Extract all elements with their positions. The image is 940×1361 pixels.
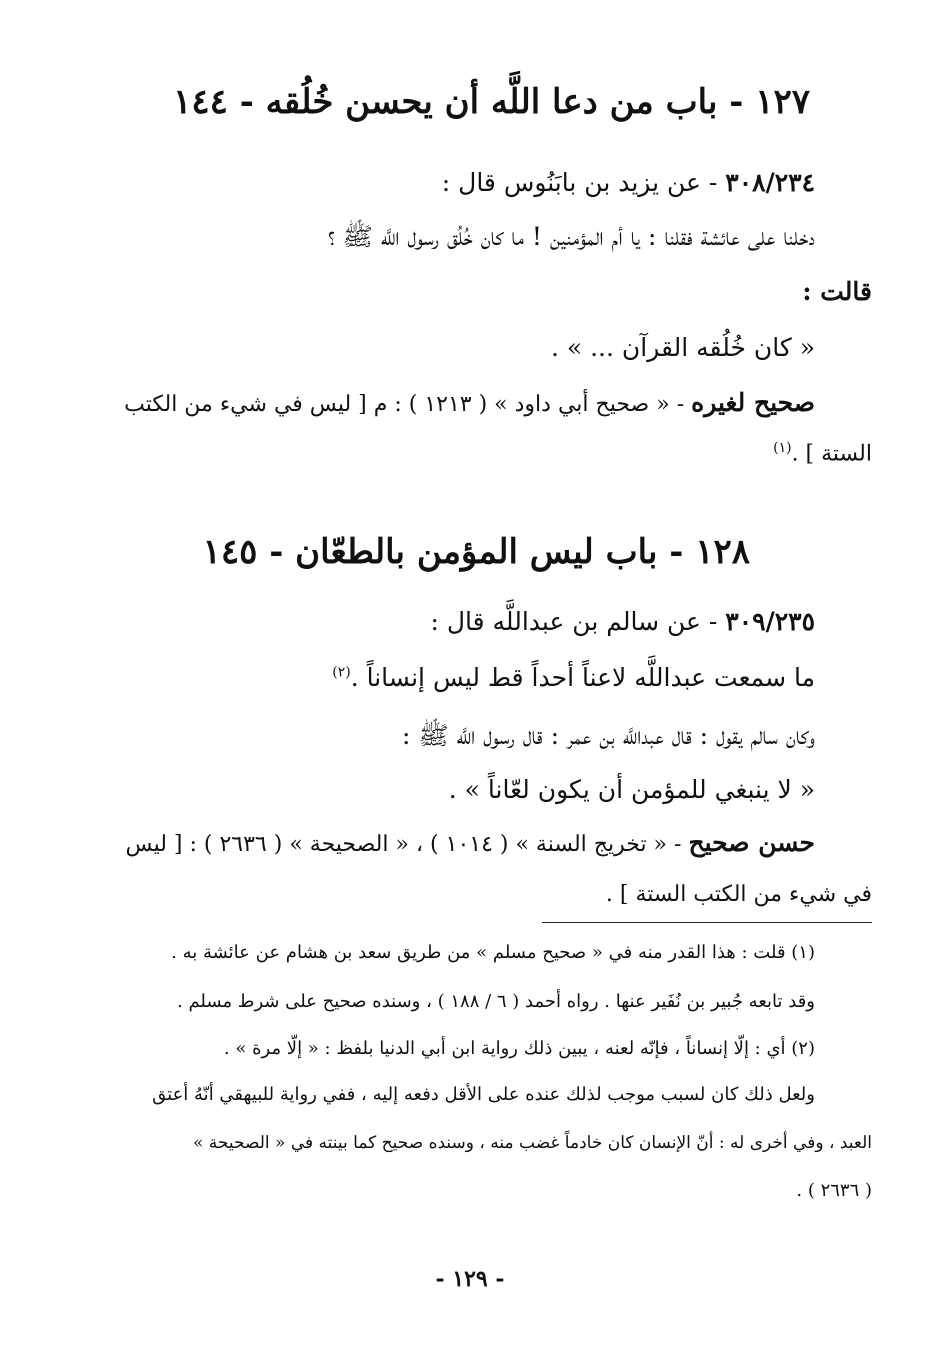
footnote-1-line-1: (١) قلت : هذا القدر منه في « صحيح مسلم » من طريق سعد بن هشام عن عائشة به . <box>171 942 815 963</box>
isnad-text: - عن سالم بن عبداللَّه قال : <box>430 607 726 636</box>
grade-label: صحيح لغيره <box>691 388 815 417</box>
chapter-127-heading: ١٢٧ - باب من دعا اللَّه أن يحسن خُلُقه - ١٤٤ <box>173 82 810 122</box>
hadith-234-isnad <box>442 168 815 197</box>
hadith-235-grading <box>126 828 815 857</box>
hadith-235-quote: « لا ينبغي للمؤمن أن يكون لعّاناً » . <box>448 775 815 804</box>
grade-source: - « صحيح أبي داود » ( ١٢١٣ ) : م [ ليس في شيء من الكتب <box>124 392 692 417</box>
footnote-divider <box>542 922 872 923</box>
hadith-234-grading-cont <box>773 440 872 466</box>
footnote-ref-2: (٢) <box>332 664 351 681</box>
grade-label: حسن صحيح <box>688 828 815 857</box>
hadith-235-text <box>332 663 815 692</box>
footnote-1-line-2: وقد تابعه جُبير بن نُفَير عنها . رواه أحمد ( ٦ / ١٨٨ ) ، وسنده صحيح على شرط مسلم . <box>177 991 815 1012</box>
footnote-ref-1: (١) <box>773 440 792 456</box>
page-number: - ١٢٩ - <box>435 1266 505 1292</box>
hadith-234-quote: « كان خُلُقه القرآن ... » . <box>550 333 815 362</box>
footnote-2-line-4: ( ٢٦٣٦ ) . <box>796 1180 872 1201</box>
footnote-2-line-1: (٢) أي : إلّا إنساناً ، فإنّه لعنه ، يبين ذلك رواية ابن أبي الدنيا بلفظ : « إلّا مرة » . <box>223 1038 815 1059</box>
hadith-number: ٣٠٩/٢٣٥ <box>725 607 815 636</box>
isnad-text: - عن يزيد بن بابَنُوس قال : <box>441 168 726 197</box>
hadith-number: ٣٠٨/٢٣٤ <box>725 168 815 197</box>
hadith-234-said: قالت : <box>802 277 872 306</box>
hadith-235-grading-cont: في شيء من الكتب الستة ] . <box>605 882 872 907</box>
hadith-234-text: دخلنا على عائشة فقلنا : يا أم المؤمنين ! ما كان خُلُق رسول اللَّه ﷺ ؟ <box>327 222 815 251</box>
hadith-234-grading <box>124 388 815 417</box>
grade-source: - « تخريج السنة » ( ١٠١٤ ) ، « الصحيحة » ( ٢٦٣٦ ) : [ ليس <box>125 832 689 857</box>
footnote-2-line-3: العبد ، وفي أخرى له : أنّ الإنسان كان خادماً غضب منه ، وسنده صحيح كما بينته في « الصحيحة » <box>192 1133 872 1153</box>
chapter-128-heading: ١٢٨ - باب ليس المؤمن بالطعّان - ١٤٥ <box>202 532 750 572</box>
footnote-2-line-2: ولعل ذلك كان لسبب موجب لذلك عنده على الأقل دفعه إليه ، ففي رواية للبيهقي أنّهُ أعتق <box>152 1084 815 1105</box>
hadith-235-isnad <box>430 607 815 636</box>
grade-cont-text: الستة ] . <box>791 441 872 467</box>
hadith-text: ما سمعت عبداللَّه لاعناً أحداً قط ليس إنساناً . <box>350 663 815 692</box>
hadith-235-text-2: وكان سالم يقول : قال عبداللَّه بن عمر : قال رسول اللَّه ﷺ : <box>402 721 815 750</box>
